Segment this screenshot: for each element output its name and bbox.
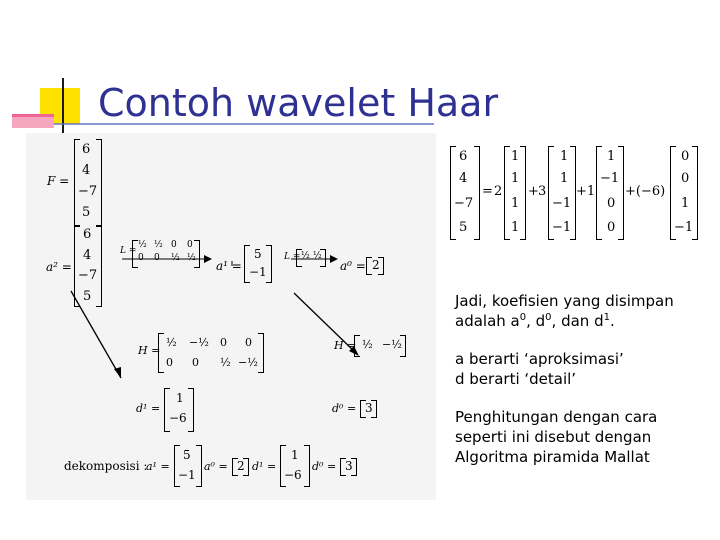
lhs-1: 6 — [459, 149, 468, 164]
bracket — [266, 245, 272, 283]
H1-r1-c4: 0 — [245, 336, 252, 349]
L1-r2-c3: ½ — [171, 253, 180, 263]
H1-r1-c1: ½ — [166, 336, 177, 349]
v1-4: 1 — [511, 220, 520, 235]
d1-value-1: 1 — [176, 391, 184, 405]
L1-label: L = — [120, 246, 137, 256]
dec-d1-value-1: 1 — [291, 448, 299, 462]
coef-1: 2 — [494, 184, 503, 199]
bracket — [74, 225, 80, 307]
lhs-2: 4 — [459, 171, 468, 186]
L1-r1-c3: 0 — [171, 240, 177, 250]
dec-d1-label: d¹ = — [252, 460, 277, 473]
v4-4: −1 — [674, 220, 694, 235]
op-1: + — [528, 184, 539, 199]
v4-1: 0 — [681, 149, 690, 164]
note-meaning: a berarti ‘aproksimasi’ d berarti ‘detail’ — [455, 350, 624, 388]
v4-3: 1 — [681, 196, 690, 211]
bracket — [596, 146, 602, 240]
notes — [455, 291, 705, 485]
H1-r2-c4: −½ — [238, 356, 258, 369]
dec-a1-value-2: −1 — [178, 468, 196, 482]
H1-r1-c2: −½ — [189, 336, 209, 349]
op-3: +(−6) — [625, 184, 666, 199]
d1-value-2: −6 — [169, 411, 187, 425]
bracket — [164, 388, 170, 432]
d0-label: d⁰ = — [332, 402, 357, 415]
d0-value: 3 — [365, 401, 373, 415]
bracket — [504, 146, 510, 240]
bracket — [188, 388, 194, 432]
v3-3: 0 — [607, 196, 616, 211]
v4-2: 0 — [681, 171, 690, 186]
F-value-2: 4 — [82, 163, 91, 178]
H1-r1-c3: 0 — [220, 336, 227, 349]
bracket — [450, 146, 456, 240]
v2-4: −1 — [552, 220, 572, 235]
bracket — [618, 146, 624, 240]
L2-c2: ½ — [313, 251, 322, 261]
a2-value-3: −7 — [78, 268, 98, 283]
a2-label: a² = — [46, 260, 72, 274]
reconstruction-equation — [444, 142, 706, 242]
H1-r2-c2: 0 — [192, 356, 199, 369]
deco-vertical-line — [62, 78, 64, 138]
H2-c1: ½ — [362, 338, 373, 351]
a1-value-2: −1 — [249, 265, 267, 279]
bracket — [96, 139, 102, 227]
bracket — [354, 335, 360, 357]
bracket — [520, 146, 526, 240]
F-value-4: 5 — [82, 205, 91, 220]
L1-r2-c2: 0 — [154, 253, 160, 263]
L2-c1: ½ — [301, 251, 310, 261]
dec-d0-value: 3 — [345, 459, 353, 473]
v2-3: −1 — [552, 196, 572, 211]
L1-r2-c4: ½ — [187, 253, 196, 263]
dec-a0-value: 2 — [237, 459, 245, 473]
v2-2: 1 — [560, 171, 569, 186]
H2-label: H = — [334, 339, 357, 352]
a0-value: 2 — [372, 258, 380, 272]
v1-3: 1 — [511, 196, 520, 211]
note-coefficients: Jadi, koefisien yang disimpan adalah $a^0$, $d^0$, dan $d^1$. — [455, 292, 674, 330]
equals-sign: = — [482, 184, 493, 199]
slide-title: Contoh wavelet Haar — [98, 81, 499, 125]
a2-value-2: 4 — [83, 248, 92, 263]
L2-label: L = — [284, 252, 301, 262]
a2-value-1: 6 — [83, 227, 92, 242]
F-value-3: −7 — [78, 184, 98, 199]
note-mallat: Penghitungan dengan cara seperti ini disebut dengan Algoritma piramida Mallat — [455, 408, 658, 466]
dec-a1-value-1: 5 — [183, 448, 191, 462]
L1-r2-c1: 0 — [138, 253, 144, 263]
a1-label: a¹ = — [216, 259, 242, 273]
dec-d1-value-2: −6 — [284, 468, 302, 482]
v2-1: 1 — [560, 149, 569, 164]
v3-2: −1 — [600, 171, 620, 186]
bracket — [74, 139, 80, 227]
H1-r2-c1: 0 — [166, 356, 173, 369]
haar-decomposition-figure — [26, 133, 436, 500]
bracket — [96, 225, 102, 307]
v3-1: 1 — [607, 149, 616, 164]
decomposition-label: dekomposisi : — [64, 459, 148, 473]
bracket — [158, 333, 164, 373]
L1-r1-c4: 0 — [187, 240, 193, 250]
v1-2: 1 — [511, 171, 520, 186]
dec-d0-label: d⁰ = — [312, 460, 337, 473]
H1-r2-c3: ½ — [220, 356, 231, 369]
bracket — [196, 445, 202, 487]
arrow-head — [330, 255, 338, 263]
a0-label: a⁰ = — [340, 259, 366, 273]
v1-1: 1 — [511, 149, 520, 164]
dec-a1-label: a¹ = — [146, 460, 170, 473]
F-value-1: 6 — [82, 142, 91, 157]
lhs-3: −7 — [454, 196, 474, 211]
H1-label: H = — [138, 344, 161, 357]
d1-label: d¹ = — [136, 402, 161, 415]
a2-value-4: 5 — [83, 289, 92, 304]
L1-r1-c2: ½ — [154, 240, 163, 250]
lhs-4: 5 — [459, 220, 468, 235]
F-label: F = — [47, 174, 70, 188]
bracket — [474, 146, 480, 240]
coef-2: 3 — [538, 184, 547, 199]
arrow-head — [204, 255, 212, 263]
bracket — [304, 445, 310, 487]
a1-value-1: 5 — [254, 247, 262, 261]
op-2: +1 — [576, 184, 596, 199]
H2-c2: −½ — [382, 338, 402, 351]
deco-pink-bar-dark — [12, 114, 54, 117]
dec-a0-label: a⁰ = — [204, 460, 228, 473]
L1-r1-c1: ½ — [138, 240, 147, 250]
bracket — [258, 333, 264, 373]
v3-4: 0 — [607, 220, 616, 235]
